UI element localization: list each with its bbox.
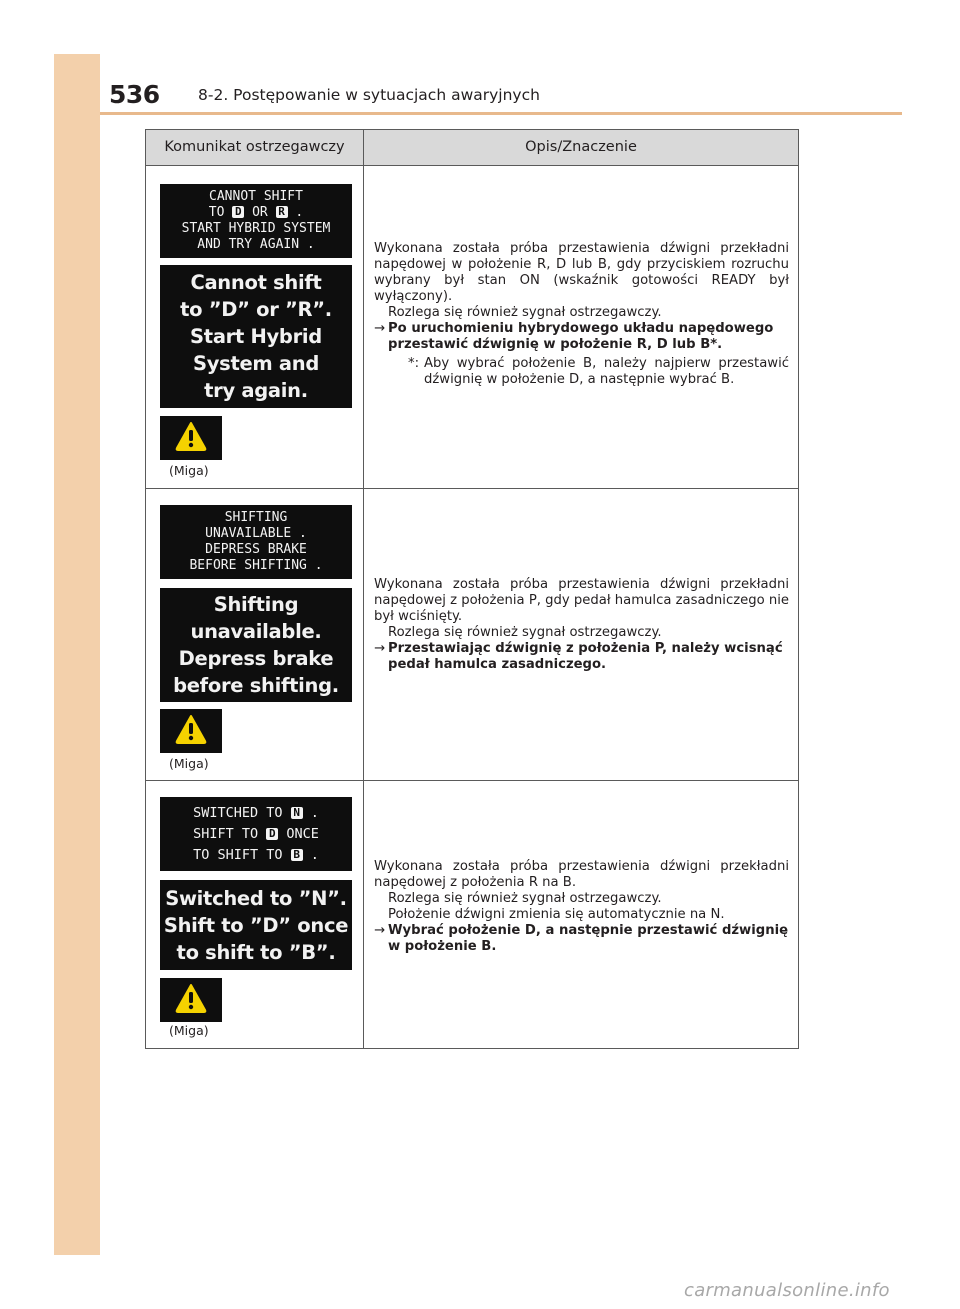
- description-text: Wykonana została próba przestawienia dźwigni przekładni napędowej z położenia R na B.: [374, 859, 789, 890]
- gear-key-b: B: [291, 849, 303, 861]
- arrow-right-icon: →: [374, 923, 386, 938]
- column-header-message: Komunikat ostrzegawczy: [164, 139, 345, 155]
- message-display-mixedcase: Switched to ”N”. Shift to ”D” once to shift to ”B”.: [160, 880, 352, 970]
- arrow-right-icon: →: [374, 321, 386, 336]
- message-display-uppercase: SWITCHED TO N . SHIFT TO D ONCE TO SHIFT TO B .: [160, 797, 352, 871]
- arrow-right-icon: →: [374, 641, 386, 656]
- blink-note: (Miga): [169, 756, 209, 771]
- row-description: [374, 241, 789, 388]
- footnote: *: Aby wybrać położenie B, należy najpierw przestawić dźwignię w położenie D, a następnie wybrać B.: [408, 356, 789, 387]
- table-header: [146, 130, 798, 166]
- warning-messages-table: [145, 129, 799, 1049]
- warning-triangle-icon: [175, 714, 207, 744]
- warning-triangle-icon: [175, 983, 207, 1013]
- blink-note: (Miga): [169, 1023, 209, 1038]
- row-description: [374, 859, 789, 955]
- description-indent: Położenie dźwigni zmienia się automatycznie na N.: [388, 907, 725, 922]
- description-indent: Rozlega się również sygnał ostrzegawczy.: [388, 891, 662, 906]
- gear-key-d: D: [232, 206, 244, 218]
- warning-light-tile: [160, 709, 222, 753]
- gear-key-r: R: [276, 206, 288, 218]
- message-display-uppercase: SHIFTING UNAVAILABLE . DEPRESS BRAKE BEFORE SHIFTING .: [160, 505, 352, 579]
- action-item: → Wybrać położenie D, a następnie przestawić dźwignię w położenie B.: [374, 923, 789, 954]
- description-indent: Rozlega się również sygnał ostrzegawczy.: [388, 625, 662, 640]
- blink-note: (Miga): [169, 463, 209, 478]
- description-indent: Rozlega się również sygnał ostrzegawczy.: [388, 305, 662, 320]
- section-title: 8-2. Postępowanie w sytuacjach awaryjnych: [198, 86, 540, 104]
- message-display-mixedcase: Shifting unavailable. Depress brake before shifting.: [160, 588, 352, 702]
- action-item: → Po uruchomieniu hybrydowego układu napędowego przestawić dźwignię w położenie R, D lub B*.: [374, 321, 774, 352]
- page-number: 536: [109, 80, 160, 109]
- row-separator: [146, 780, 798, 781]
- description-text: Wykonana została próba przestawienia dźwigni przekładni napędowej w położenie R, D lub B, gdy przyciskiem rozruchu wybrany był stan ON (wskaźnik gotowości READY był wyłączony).: [374, 241, 789, 304]
- warning-light-tile: [160, 978, 222, 1022]
- header-rule: [100, 112, 902, 115]
- action-item: → Przestawiając dźwignię z położenia P, należy wcisnąć pedał hamulca zasadniczego.: [374, 641, 783, 672]
- row-separator: [146, 488, 798, 489]
- column-header-description: Opis/Znaczenie: [525, 139, 637, 155]
- column-divider: [363, 130, 364, 1048]
- watermark-logo: carmanualsonline.info: [684, 1280, 890, 1301]
- page-side-band: [54, 54, 100, 1255]
- warning-light-tile: [160, 416, 222, 460]
- gear-key-d: D: [266, 828, 278, 840]
- row-description: [374, 577, 789, 673]
- gear-key-n: N: [291, 807, 303, 819]
- description-text: Wykonana została próba przestawienia dźwigni przekładni napędowej z położenia P, gdy pedał hamulca zasadniczego nie był wciśnięty.: [374, 577, 790, 624]
- message-display-uppercase: CANNOT SHIFT TO D OR R . START HYBRID SYSTEM AND TRY AGAIN .: [160, 184, 352, 258]
- warning-triangle-icon: [175, 421, 207, 451]
- message-display-mixedcase: Cannot shift to ”D” or ”R”. Start Hybrid System and try again.: [160, 265, 352, 408]
